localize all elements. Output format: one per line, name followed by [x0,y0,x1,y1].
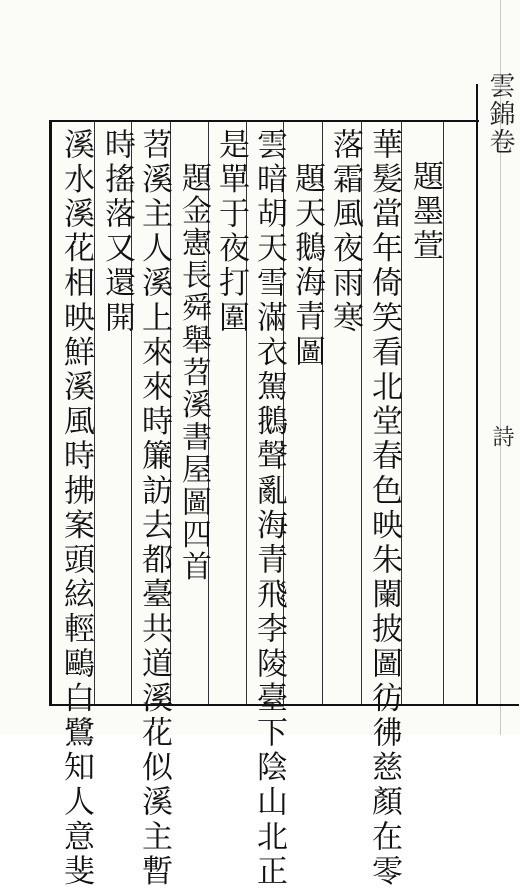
margin-page-mark: 詩 [489,425,514,447]
frame-left-border [49,120,52,705]
frame-top-border [49,120,479,122]
poem-title-tiaoxi-shuwu: 題金憲長舜舉苕溪書屋圖四首 [176,162,211,584]
frame-right-border-lower [476,344,478,706]
poem-line: 華髪當年倚笑看北堂春色映朱闌披圖彷彿慈顏在零 [366,128,402,889]
margin-book-title: 雲錦卷 [485,72,515,156]
poem-title-tiane-haiqing: 題天鵝海青圖 [289,162,325,370]
poem-line: 是單于夜打圍 [213,128,249,336]
poem-line: 時搖落又還開 [99,128,135,336]
poem-line: 雲暗胡天雪滿衣駕鵝聲亂海青飛李陵臺下陰山北正 [251,128,287,889]
poem-line: 落霜風夜雨寒 [327,128,363,336]
poem-line: 苕溪主人溪上來來時簾訪去都臺共道溪花似溪主暫 [136,128,172,889]
poem-line: 溪水溪花相映鮮溪風時拂案頭絃輕鷗白鷺知人意斐 [58,128,94,889]
frame-right-border [476,84,478,344]
poem-title-moxuan: 題墨萱 [407,160,443,264]
